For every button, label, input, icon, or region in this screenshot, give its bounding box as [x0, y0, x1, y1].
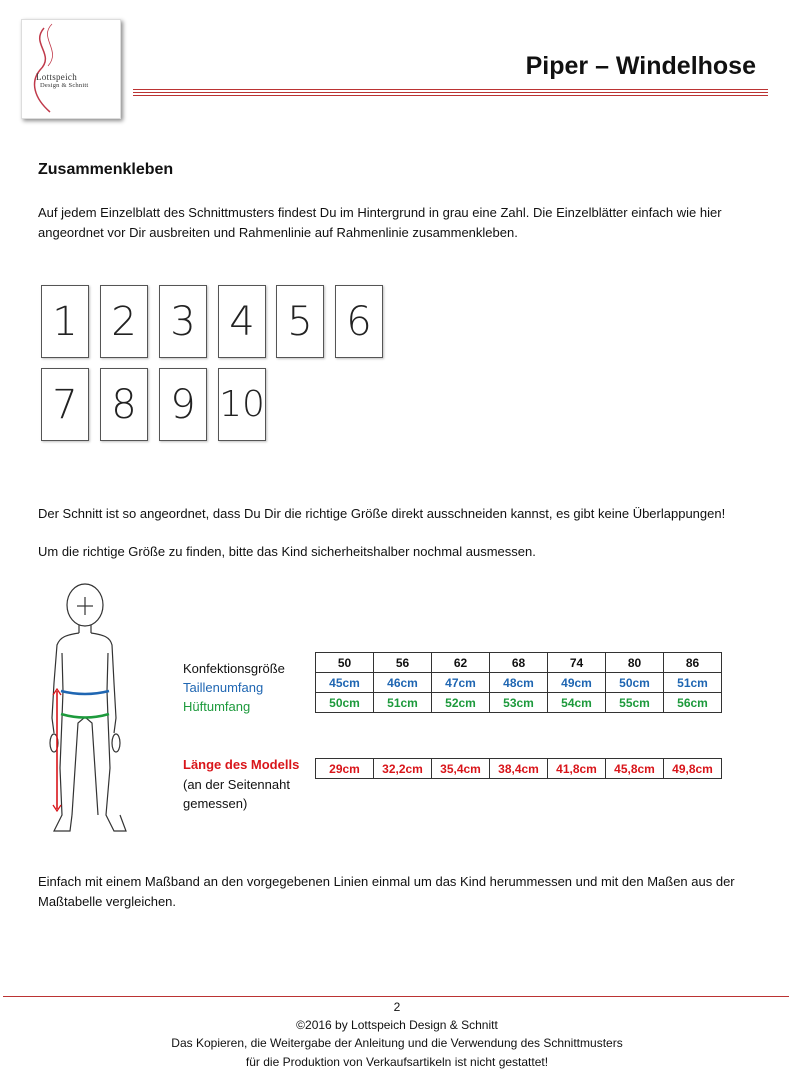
- size-cell: 68: [490, 653, 548, 673]
- waist-cell: 50cm: [606, 673, 664, 693]
- length-cell: 45,8cm: [606, 759, 664, 779]
- sheet-tile: 9: [159, 368, 207, 441]
- header-rule: [133, 89, 768, 90]
- hip-cell: 52cm: [432, 693, 490, 713]
- logo: [21, 19, 121, 119]
- sheet-tile: 5: [276, 285, 324, 358]
- section-heading: Zusammenkleben: [38, 161, 174, 178]
- table-row: [316, 653, 722, 673]
- notice-line: Das Kopieren, die Weitergabe der Anleitung und die Verwendung des Schnittmusters: [171, 1036, 623, 1050]
- header-rule: [133, 92, 768, 93]
- size-cell: 50: [316, 653, 374, 673]
- label-length-sub: gemessen): [183, 796, 248, 811]
- footer-rule: [3, 996, 789, 997]
- label-waist: Taillenumfang: [183, 680, 264, 695]
- sheet-tile: 10: [218, 368, 266, 441]
- length-cell: 49,8cm: [664, 759, 722, 779]
- hip-cell: 55cm: [606, 693, 664, 713]
- logo-text: Lottspeich: [36, 72, 77, 82]
- size-cell: 80: [606, 653, 664, 673]
- label-size: Konfektionsgröße: [183, 661, 285, 676]
- table-row: [316, 759, 722, 779]
- sheet-tile: 4: [218, 285, 266, 358]
- copyright: ©2016 by Lottspeich Design & Schnitt: [296, 1018, 498, 1032]
- sheet-tile: 2: [100, 285, 148, 358]
- length-cell: 32,2cm: [374, 759, 432, 779]
- sheet-tile: 8: [100, 368, 148, 441]
- page-number: 2: [393, 1000, 401, 1014]
- arrangement-note: Der Schnitt ist so angeordnet, dass Du Dir die richtige Größe direkt ausschneiden kannst, es gibt keine Überlappungen!: [38, 506, 726, 521]
- sheet-tile: 1: [41, 285, 89, 358]
- closing-paragraph: Einfach mit einem Maßband an den vorgegebenen Linien einmal um das Kind herummessen und mit den Maßen aus der Maßtabelle vergleichen.: [38, 874, 735, 909]
- sheet-tile: 7: [41, 368, 89, 441]
- length-cell: 29cm: [316, 759, 374, 779]
- document-title: Piper – Windelhose: [525, 52, 756, 80]
- waist-cell: 45cm: [316, 673, 374, 693]
- header-rule: [133, 95, 768, 96]
- waist-cell: 47cm: [432, 673, 490, 693]
- table-row: [316, 693, 722, 713]
- size-cell: 74: [548, 653, 606, 673]
- length-cell: 35,4cm: [432, 759, 490, 779]
- hip-cell: 51cm: [374, 693, 432, 713]
- waist-cell: 48cm: [490, 673, 548, 693]
- sheet-arrangement: [41, 285, 391, 445]
- waist-cell: 46cm: [374, 673, 432, 693]
- length-cell: 41,8cm: [548, 759, 606, 779]
- measure-note: Um die richtige Größe zu finden, bitte das Kind sicherheitshalber nochmal ausmessen.: [38, 544, 536, 559]
- child-figure-icon: [40, 583, 140, 838]
- size-cell: 56: [374, 653, 432, 673]
- hip-cell: 56cm: [664, 693, 722, 713]
- label-length: Länge des Modells: [183, 757, 300, 772]
- waist-cell: 51cm: [664, 673, 722, 693]
- sheet-tile: 3: [159, 285, 207, 358]
- hip-cell: 53cm: [490, 693, 548, 713]
- hip-cell: 50cm: [316, 693, 374, 713]
- size-cell: 86: [664, 653, 722, 673]
- size-cell: 62: [432, 653, 490, 673]
- intro-paragraph: Auf jedem Einzelblatt des Schnittmusters findest Du im Hintergrund in grau eine Zahl. Die Einzelblätter einfach wie hier angeordnet vor Dir ausbreiten und Rahmenlinie auf Rahmenlinie zusammenkleben.: [38, 205, 722, 240]
- label-length-sub: (an der Seitennaht: [183, 777, 290, 792]
- logo-subtext: Design & Schnitt: [40, 82, 89, 89]
- sheet-tile: 6: [335, 285, 383, 358]
- waist-cell: 49cm: [548, 673, 606, 693]
- label-hip: Hüftumfang: [183, 699, 251, 714]
- notice-line: für die Produktion von Verkaufsartikeln ist nicht gestattet!: [245, 1055, 549, 1069]
- length-cell: 38,4cm: [490, 759, 548, 779]
- length-table: [315, 758, 722, 779]
- size-table: [315, 652, 722, 713]
- table-row: [316, 673, 722, 693]
- logo-swirl-icon: [22, 20, 120, 118]
- hip-cell: 54cm: [548, 693, 606, 713]
